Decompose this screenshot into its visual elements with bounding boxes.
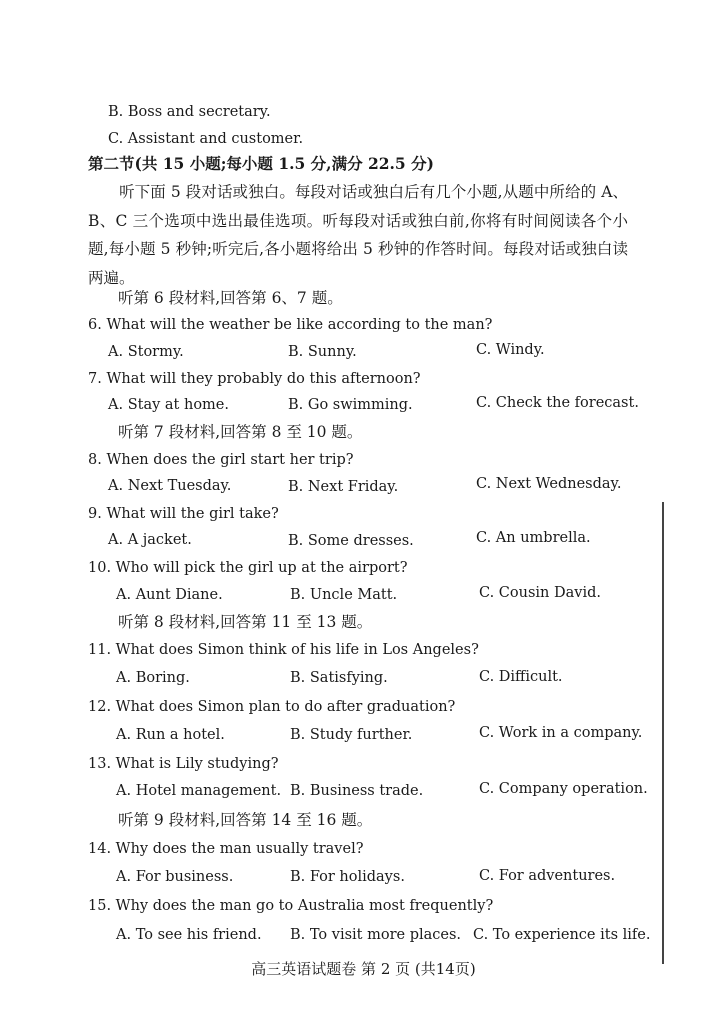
option-c: C. Next Wednesday. xyxy=(476,476,622,492)
option-a: A. Boring. xyxy=(116,670,190,686)
section-instructions xyxy=(88,178,628,292)
question-stem xyxy=(88,316,492,334)
question-text: What is Lily studying? xyxy=(115,756,279,772)
question-number: 10. xyxy=(88,560,112,576)
option-c: C. An umbrella. xyxy=(476,530,591,546)
question-number: 13. xyxy=(88,756,112,772)
prev-option-c: C. Assistant and customer. xyxy=(108,131,304,147)
option-c: C. Work in a company. xyxy=(479,725,643,741)
question-stem xyxy=(88,370,421,388)
option-b: B. Sunny. xyxy=(288,344,357,360)
option-a: A. Next Tuesday. xyxy=(108,478,232,494)
question-number: 9. xyxy=(88,506,102,522)
question-number: 8. xyxy=(88,452,102,468)
group-label: 听第 8 段材料,回答第 11 至 13 题。 xyxy=(118,613,373,631)
margin-rule xyxy=(662,502,664,964)
option-c: C. Difficult. xyxy=(479,669,563,685)
question-text: What does Simon think of his life in Los Angeles? xyxy=(115,642,479,658)
question-stem xyxy=(88,840,363,858)
question-stem xyxy=(88,755,279,773)
question-stem xyxy=(88,698,455,716)
option-b: B. Business trade. xyxy=(290,783,424,799)
question-number: 7. xyxy=(88,371,102,387)
section-heading: 第二节(共 15 小题;每小题 1.5 分,满分 22.5 分) xyxy=(88,154,434,173)
option-b: B. Uncle Matt. xyxy=(290,587,398,603)
question-number: 12. xyxy=(88,699,112,715)
page-footer: 高三英语试题卷 第 2 页 (共14页) xyxy=(251,960,476,978)
option-b: B. Next Friday. xyxy=(288,479,399,495)
option-b: B. Study further. xyxy=(290,727,413,743)
option-b: B. Some dresses. xyxy=(288,533,414,549)
question-number: 14. xyxy=(88,841,112,857)
question-stem xyxy=(88,897,493,915)
prev-option-b: B. Boss and secretary. xyxy=(108,104,271,120)
question-text: Why does the man usually travel? xyxy=(115,841,364,857)
option-c: C. Company operation. xyxy=(479,781,648,797)
option-b: B. Go swimming. xyxy=(288,397,413,413)
question-text: What does Simon plan to do after graduation? xyxy=(115,699,456,715)
question-text: Why does the man go to Australia most frequently? xyxy=(115,898,494,914)
question-stem xyxy=(88,559,408,577)
question-stem xyxy=(88,451,354,469)
option-c: C. For adventures. xyxy=(479,868,616,884)
question-text: When does the girl start her trip? xyxy=(106,452,354,468)
option-a: A. Aunt Diane. xyxy=(116,587,223,603)
option-b: B. Satisfying. xyxy=(290,670,388,686)
option-a: A. Stay at home. xyxy=(108,397,229,413)
question-number: 6. xyxy=(88,317,102,333)
question-text: Who will pick the girl up at the airport? xyxy=(115,560,408,576)
option-b: B. For holidays. xyxy=(290,869,405,885)
question-number: 11. xyxy=(88,642,112,658)
option-c: C. To experience its life. xyxy=(473,927,651,943)
question-text: What will the weather be like according to the man? xyxy=(106,317,493,333)
question-number: 15. xyxy=(88,898,112,914)
option-a: A. Run a hotel. xyxy=(116,727,225,743)
option-a: A. Stormy. xyxy=(108,344,184,360)
option-b: B. To visit more places. xyxy=(290,927,462,943)
question-stem xyxy=(88,641,479,659)
group-label: 听第 7 段材料,回答第 8 至 10 题。 xyxy=(118,423,363,441)
option-a: A. For business. xyxy=(116,869,234,885)
instructions-text: 听下面 5 段对话或独白。每段对话或独白后有几个小题,从题中所给的 A、B、C 三个选项中选出最佳选项。听每段对话或独白前,你将有时间阅读各个小题,每小题 5 秒钟;听完后,各小题将给出 5 秒钟的作答时间。每段对话或独白读两遍。 xyxy=(88,183,628,287)
group-label: 听第 9 段材料,回答第 14 至 16 题。 xyxy=(118,811,373,829)
option-c: C. Check the forecast. xyxy=(476,395,639,411)
question-stem xyxy=(88,505,279,523)
option-a: A. To see his friend. xyxy=(116,927,262,943)
group-label: 听第 6 段材料,回答第 6、7 题。 xyxy=(118,289,343,307)
question-text: What will the girl take? xyxy=(106,506,279,522)
option-a: A. A jacket. xyxy=(108,532,192,548)
option-c: C. Windy. xyxy=(476,342,545,358)
option-c: C. Cousin David. xyxy=(479,585,601,601)
option-a: A. Hotel management. xyxy=(116,783,282,799)
question-text: What will they probably do this afternoon? xyxy=(106,371,421,387)
